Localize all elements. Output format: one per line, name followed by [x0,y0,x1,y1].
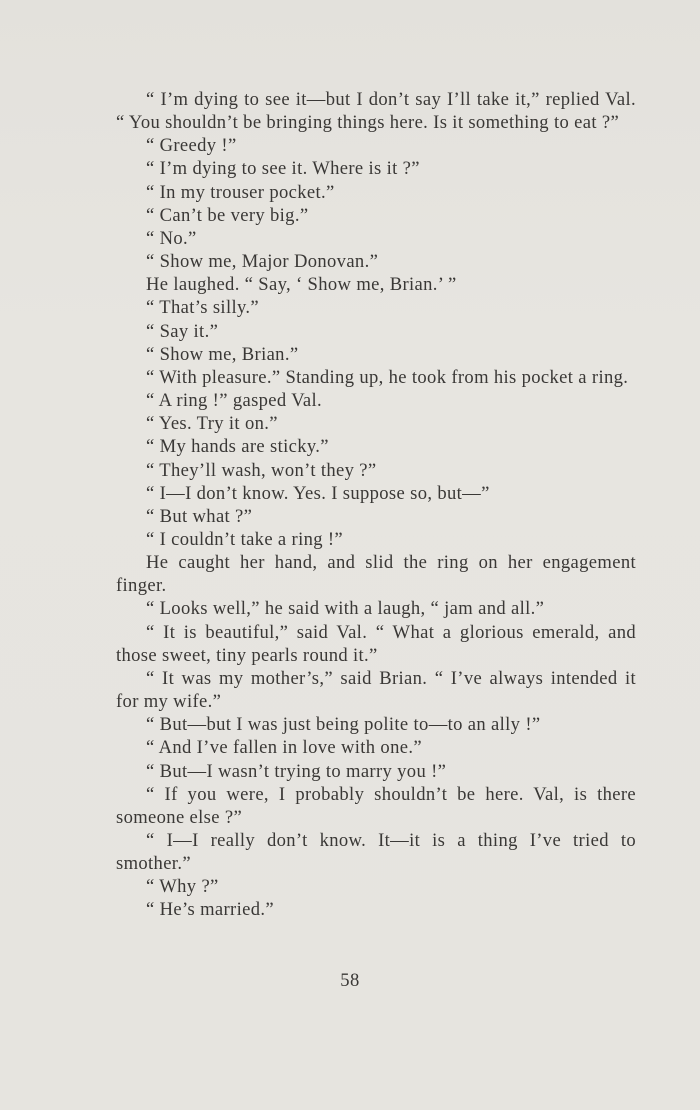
paragraph: “ But—I wasn’t trying to marry you !” [146,760,447,782]
paragraph: “ Why ?” [146,876,219,898]
paragraph: “ Yes. Try it on.” [146,413,278,435]
paragraph: “ It is beautiful,” said Val. “ What a glorious emerald, and those sweet, tiny pearls round it.” [116,621,636,666]
paragraph: “ My hands are sticky.” [146,436,329,458]
paragraph: He caught her hand, and slid the ring on her engagement finger. [116,552,636,597]
paragraph: “ I—I really don’t know. It—it is a thing I’ve tried to smother.” [116,830,636,875]
paragraph: “ Looks well,” he said with a laugh, “ jam and all.” [146,598,545,620]
paragraph: “ Show me, Major Donovan.” [146,251,379,273]
paragraph: “ No.” [146,227,197,249]
paragraph: “ I couldn’t take a ring !” [146,528,344,550]
paragraph: He laughed. “ Say, ‘ Show me, Brian.’ ” [146,274,457,296]
paragraph: “ But—but I was just being polite to—to an ally !” [146,714,541,736]
paragraph: “ I’m dying to see it—but I don’t say I’ll take it,” replied Val. “ You shouldn’t be bringing things here. Is it something to eat ?” [116,89,636,134]
body-text [116,88,636,922]
paragraph: “ They’ll wash, won’t they ?” [146,459,377,481]
paragraph: “ I’m dying to see it. Where is it ?” [146,158,420,180]
paragraph: “ I—I don’t know. Yes. I suppose so, but—” [146,482,490,504]
paragraph: “ Say it.” [146,320,219,342]
paragraph: “ And I’ve fallen in love with one.” [146,737,422,759]
paragraph: “ Show me, Brian.” [146,343,299,365]
paragraph: “ He’s married.” [146,899,274,921]
paragraph: “ It was my mother’s,” said Brian. “ I’ve always intended it for my wife.” [116,667,636,713]
paragraph: “ With pleasure.” Standing up, he took from his pocket a ring. [146,366,629,388]
paragraph: “ Can’t be very big.” [146,204,309,226]
page-number: 58 [340,970,360,991]
paragraph: “ That’s silly.” [146,297,260,319]
paragraph: “ A ring !” gasped Val. [146,390,323,412]
paragraph: “ But what ?” [146,505,253,527]
paragraph: “ Greedy !” [146,135,237,157]
paragraph: “ In my trouser pocket.” [146,181,335,203]
paragraph: “ If you were, I probably shouldn’t be here. Val, is there someone else ?” [116,783,636,828]
